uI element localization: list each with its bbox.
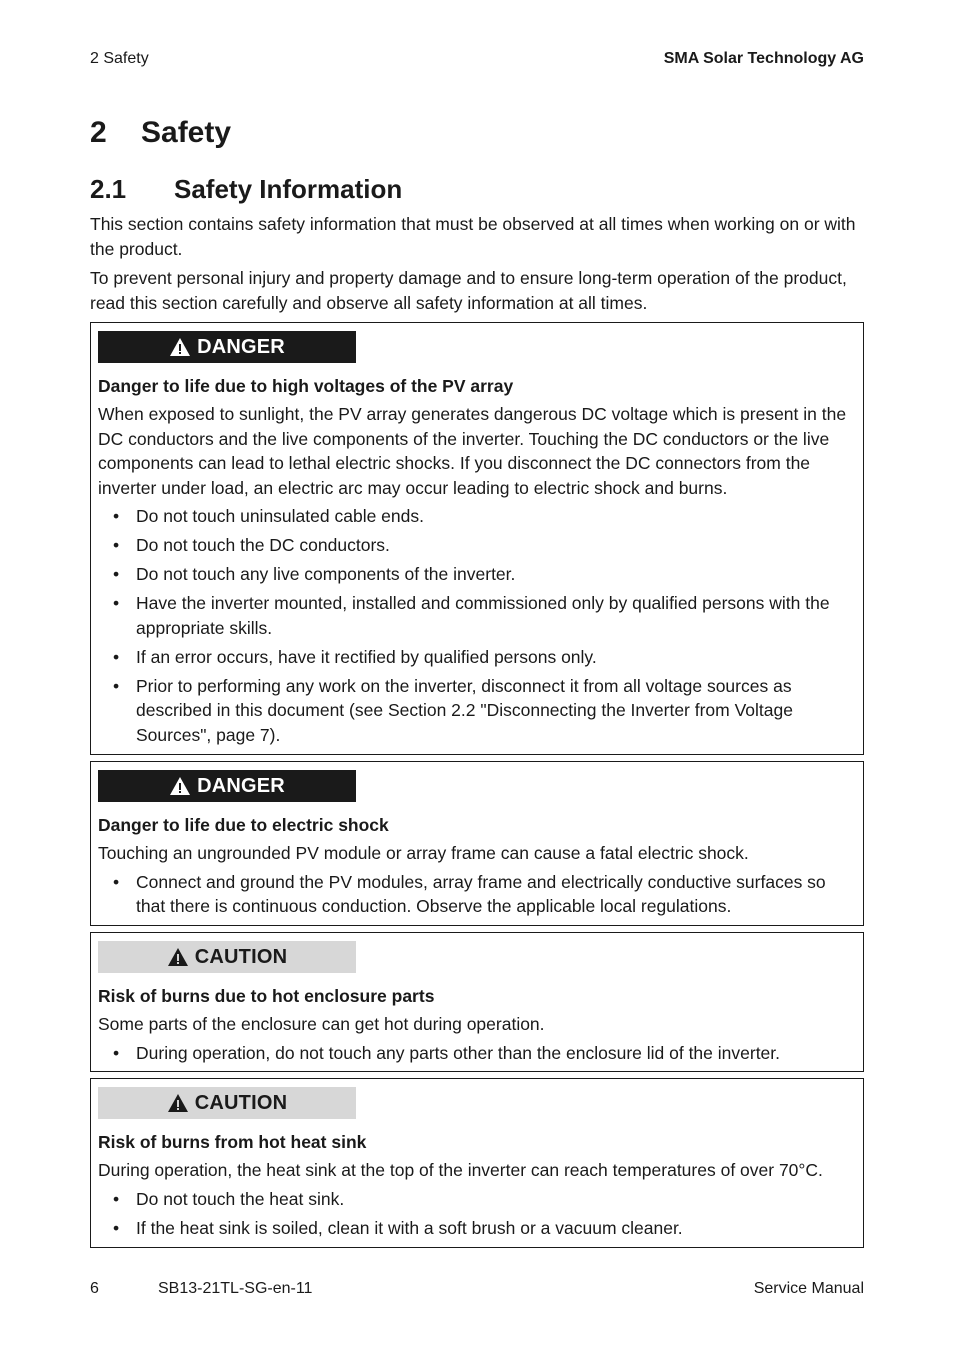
list-item: • Do not touch uninsulated cable ends. bbox=[98, 504, 855, 529]
list-item: • Do not touch the heat sink. bbox=[98, 1187, 855, 1212]
caution-signal-word bbox=[98, 1087, 356, 1119]
warning-triangle-icon bbox=[169, 337, 191, 357]
danger-signal-word bbox=[98, 770, 356, 802]
warning-triangle-icon bbox=[167, 1093, 189, 1113]
chapter-heading bbox=[90, 116, 231, 150]
page-number: 6 bbox=[90, 1280, 99, 1297]
list-item: • If an error occurs, have it rectified by qualified persons only. bbox=[98, 645, 855, 670]
section-number: 2.1 bbox=[90, 174, 127, 204]
notice-title: Danger to life due to high voltages of the PV array bbox=[98, 376, 514, 396]
danger-signal-word bbox=[98, 331, 356, 363]
chapter-number: 2 bbox=[90, 116, 107, 149]
list-item: • Do not touch the DC conductors. bbox=[98, 533, 855, 558]
notice-bullet-list bbox=[98, 870, 855, 919]
notice-title: Risk of burns from hot heat sink bbox=[98, 1132, 367, 1152]
notice-text: Touching an ungrounded PV module or array frame can cause a fatal electric shock. bbox=[98, 843, 749, 863]
intro-paragraph: To prevent personal injury and property damage and to ensure long-term operation of the product, read this section carefully and observe all safety information at all times. bbox=[90, 268, 847, 313]
warning-triangle-icon bbox=[167, 947, 189, 967]
notice-bullet-list bbox=[98, 504, 855, 747]
signal-word-label: CAUTION bbox=[194, 945, 288, 968]
danger-notice bbox=[90, 322, 864, 755]
header-section: 2 Safety bbox=[90, 50, 149, 67]
intro-paragraph: This section contains safety information that must be observed at all times when working on or with the product. bbox=[90, 214, 856, 259]
warning-triangle-icon bbox=[169, 776, 191, 796]
notice-title: Risk of burns due to hot enclosure parts bbox=[98, 986, 435, 1006]
list-item: • Prior to performing any work on the inverter, disconnect it from all voltage sources as described in this document (see Section 2.2 "Disconnecting the Inverter from Voltage Sources", page 7). bbox=[98, 674, 855, 748]
notice-text: Some parts of the enclosure can get hot during operation. bbox=[98, 1014, 545, 1034]
list-item: • During operation, do not touch any parts other than the enclosure lid of the inverter. bbox=[98, 1041, 855, 1066]
list-item: • If the heat sink is soiled, clean it with a soft brush or a vacuum cleaner. bbox=[98, 1216, 855, 1241]
signal-word-label: DANGER bbox=[197, 774, 285, 797]
list-item: • Connect and ground the PV modules, array frame and electrically conductive surfaces so that there is continuous conduction. Observe the applicable local regulations. bbox=[98, 870, 855, 919]
signal-word-label: CAUTION bbox=[194, 1091, 288, 1114]
danger-notice bbox=[90, 761, 864, 926]
page-footer bbox=[90, 1280, 864, 1304]
signal-word-label: DANGER bbox=[197, 335, 285, 358]
list-item: • Do not touch any live components of the inverter. bbox=[98, 562, 855, 587]
caution-notice bbox=[90, 932, 864, 1072]
notice-bullet-list bbox=[98, 1041, 855, 1066]
chapter-title: Safety bbox=[141, 116, 232, 149]
page-header bbox=[90, 50, 864, 74]
section-heading bbox=[90, 174, 402, 205]
section-title: Safety Information bbox=[174, 174, 403, 204]
caution-signal-word bbox=[98, 941, 356, 973]
notice-title: Danger to life due to electric shock bbox=[98, 815, 389, 835]
list-item: • Have the inverter mounted, installed and commissioned only by qualified persons with the appropriate skills. bbox=[98, 591, 855, 640]
document-id: SB13-21TL-SG-en-11 bbox=[158, 1280, 313, 1297]
header-company: SMA Solar Technology AG bbox=[663, 50, 864, 67]
notice-text: During operation, the heat sink at the top of the inverter can reach temperatures of over 70°C. bbox=[98, 1160, 823, 1180]
notice-bullet-list bbox=[98, 1187, 855, 1241]
document-type: Service Manual bbox=[753, 1280, 864, 1297]
notice-text: When exposed to sunlight, the PV array generates dangerous DC voltage which is present in the DC conductors and the live components of the inverter. Touching the DC conductors or the live components can lead to lethal electric shocks. If you disconnect the DC connectors from the inverter under load, an electric arc may occur leading to electric shock and burns. bbox=[98, 404, 847, 498]
caution-notice bbox=[90, 1078, 864, 1248]
